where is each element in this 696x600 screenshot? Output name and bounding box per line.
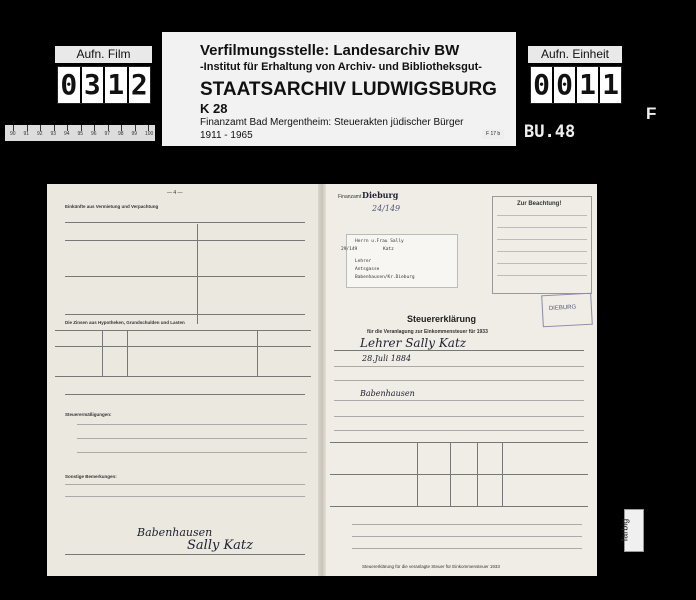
header-line-4: K 28 bbox=[200, 101, 228, 116]
stamp-text: DIEBURG bbox=[548, 304, 577, 312]
folio-label: F 17 b bbox=[482, 129, 504, 139]
left-heading-1: Einkünfte aus Vermietung und Verpachtung bbox=[65, 204, 159, 209]
unit-label: Aufn. Einheit bbox=[528, 46, 622, 63]
unit-counter bbox=[530, 66, 622, 104]
beachtung-title: Zur Beachtung! bbox=[517, 201, 562, 207]
film-digit: 3 bbox=[82, 67, 106, 103]
ruler-number: 97 bbox=[104, 131, 111, 137]
unit-digit: 0 bbox=[554, 67, 577, 103]
header-line-2: -Institut für Erhaltung von Archiv- und Bibliotheksgut- bbox=[200, 61, 482, 73]
address-line: Babenhausen/Kr.Dieburg bbox=[355, 275, 415, 280]
color-card bbox=[619, 509, 644, 552]
ruler-number: 93 bbox=[50, 131, 57, 137]
unit-digit: 1 bbox=[577, 67, 600, 103]
archive-header-card bbox=[162, 32, 516, 146]
finanzamt-label: Finanzamt bbox=[338, 194, 362, 200]
left-heading-2: Die Zinsen aus Hypotheken, Grundschulden und Lasten bbox=[65, 320, 185, 325]
left-page-number: — 4 — bbox=[167, 190, 183, 196]
film-counter bbox=[57, 66, 151, 104]
address-num: 29/149 bbox=[341, 247, 358, 252]
receipt-stamp bbox=[541, 293, 593, 328]
residence: Babenhausen bbox=[360, 389, 415, 398]
color-card-text: farbig bbox=[619, 518, 630, 542]
ruler-number: 99 bbox=[131, 131, 138, 137]
document-right-page bbox=[322, 184, 597, 576]
form-title: Steuererklärung bbox=[407, 314, 477, 324]
ruler-number: 94 bbox=[64, 131, 70, 137]
header-line-3: STAATSARCHIV LUDWIGSBURG bbox=[200, 79, 497, 100]
film-digit: 1 bbox=[105, 67, 129, 103]
ruler-number: 98 bbox=[118, 131, 124, 137]
document-left-page bbox=[47, 184, 322, 576]
ruler-number: 92 bbox=[37, 131, 43, 137]
page-fold bbox=[318, 184, 326, 576]
scale-ruler bbox=[5, 125, 155, 141]
unit-digit: 0 bbox=[531, 67, 554, 103]
address-line: Herrn u.Frau Sally bbox=[355, 239, 404, 244]
taxpayer-name: Lehrer Sally Katz bbox=[360, 336, 467, 350]
right-footer: Steuererklärung für die veranlagte Steuer für Einkommensteuer 1933 bbox=[362, 564, 500, 569]
form-subtitle: für die Veranlagung zur Einkommensteuer für 1933 bbox=[367, 329, 488, 335]
finanzamt-value: Dieburg bbox=[362, 190, 399, 200]
ruler-number: 95 bbox=[77, 131, 84, 137]
film-label: Aufn. Film bbox=[55, 46, 152, 63]
film-digit: 0 bbox=[58, 67, 82, 103]
signature-code: BU.48 bbox=[524, 122, 576, 142]
left-heading-3: Steuerermäßigungen: bbox=[65, 412, 112, 417]
instructions-box bbox=[492, 196, 592, 294]
side-letter: F bbox=[646, 104, 657, 123]
ruler-number: 100 bbox=[145, 131, 154, 137]
ruler-number: 96 bbox=[91, 131, 97, 137]
header-line-6: 1911 - 1965 bbox=[200, 130, 253, 141]
address-line: Lehrer bbox=[355, 259, 372, 264]
left-sign-place: Babenhausen bbox=[137, 526, 213, 539]
ruler-number: 91 bbox=[23, 131, 30, 137]
address-line: Antsgasse bbox=[355, 267, 380, 272]
address-line: Katz bbox=[383, 247, 394, 252]
header-line-5: Finanzamt Bad Mergentheim: Steuerakten jüdischer Bürger bbox=[200, 117, 464, 128]
left-heading-4: Sonstige Bemerkungen: bbox=[65, 474, 117, 479]
steuernummer: 24/149 bbox=[372, 204, 401, 213]
left-signature: Sally Katz bbox=[187, 538, 253, 553]
address-window bbox=[341, 234, 458, 288]
birth-date: 28.Juli 1884 bbox=[362, 354, 412, 363]
ruler-number: 90 bbox=[10, 131, 16, 137]
film-digit: 2 bbox=[130, 68, 148, 101]
unit-digit: 1 bbox=[602, 68, 619, 101]
header-line-1: Verfilmungsstelle: Landesarchiv BW bbox=[200, 42, 460, 59]
